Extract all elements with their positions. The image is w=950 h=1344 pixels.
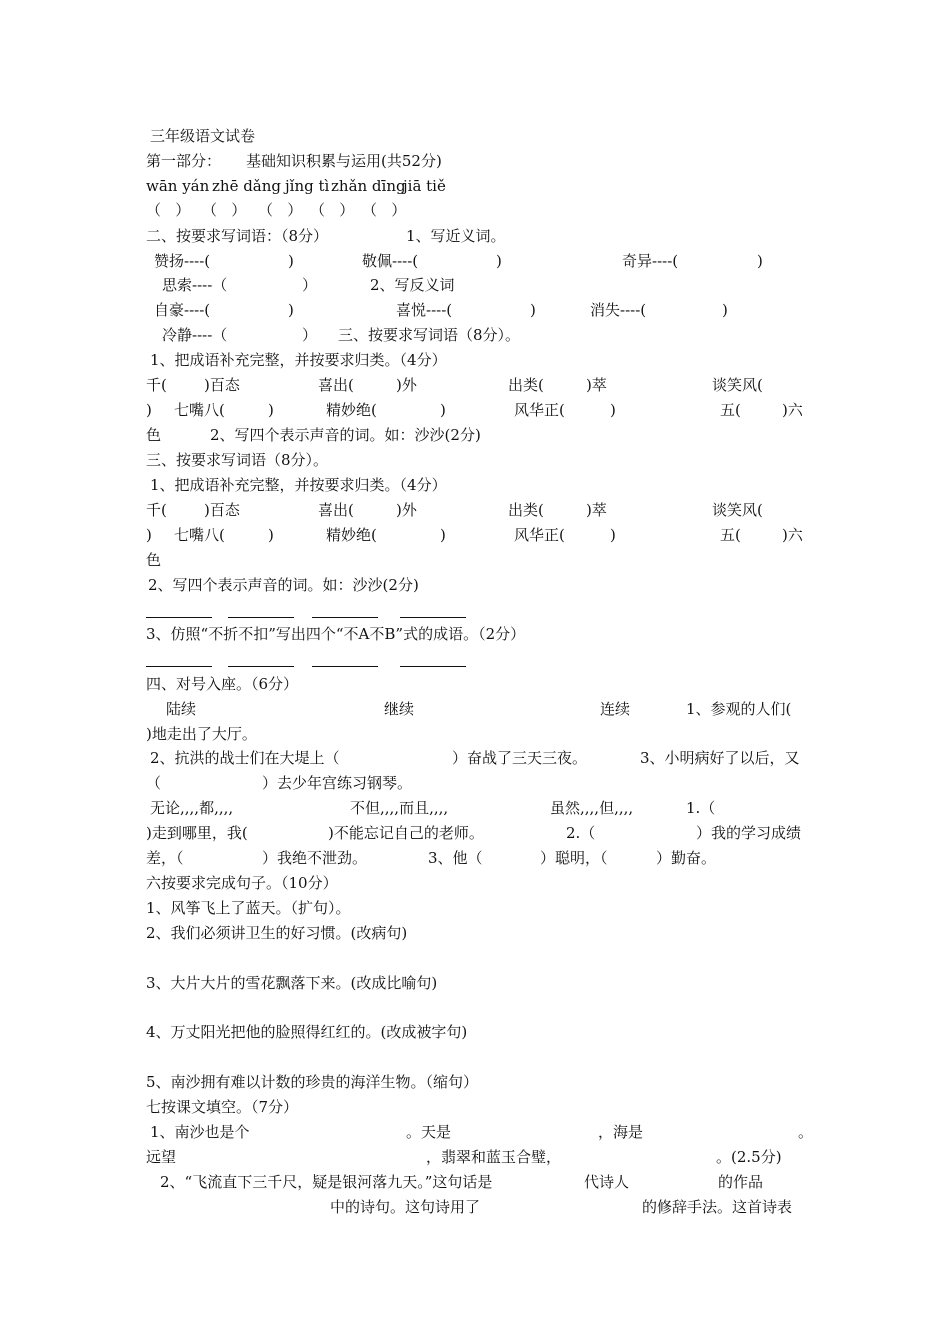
question-text: ）我的学习成绩	[696, 824, 802, 842]
idiom-part: )	[146, 526, 152, 544]
paren-close: )	[496, 252, 502, 270]
part-label: 第一部分：	[146, 152, 222, 170]
word-prompt: 奇异----(	[622, 252, 679, 270]
pinyin-item: wān yán	[146, 177, 210, 195]
word-option: 无论,,,,都,,,,	[150, 799, 234, 817]
idiom-part: 喜出(	[318, 501, 354, 519]
sub-question: 1、写近义词。	[406, 227, 506, 245]
question-text: ，翡翠和蓝玉合璧，	[426, 1148, 562, 1166]
idiom-row	[0, 373, 950, 398]
pinyin-answer-line	[0, 198, 950, 223]
s6-heading-line	[0, 871, 950, 896]
idiom-part: 五(	[720, 401, 741, 419]
s2-heading-line	[0, 224, 950, 249]
idiom-part: )百态	[204, 501, 240, 519]
idiom-part: )	[610, 401, 616, 419]
idiom-part: )萃	[586, 501, 607, 519]
word-option: 连续	[600, 700, 631, 718]
idiom-part: 喜出(	[318, 376, 354, 394]
s7-question-line	[0, 1195, 950, 1220]
question-text: 2.（	[566, 824, 596, 842]
s6-question	[0, 1070, 950, 1095]
instruction-text: 1、把成语补充完整，并按要求归类。（4分）	[150, 351, 447, 369]
idiom-part: 千(	[146, 376, 167, 394]
answer-paren[interactable]: （ ）	[362, 201, 407, 219]
question-text: 1、风筝飞上了蓝天。（扩句）。	[146, 899, 351, 917]
word-option: 虽然,,,,但,,,,	[550, 799, 634, 817]
paren-close: )	[288, 252, 294, 270]
bu-ab-instruction	[0, 622, 950, 647]
word-option: 不但,,,,而且,,,,	[350, 799, 449, 817]
question-text: )不能忘记自己的老师。	[328, 824, 484, 842]
s6-question	[0, 896, 950, 921]
answer-paren[interactable]: （ ）	[310, 201, 355, 219]
answer-blank[interactable]	[228, 647, 294, 667]
idiom-part: 色	[146, 426, 162, 444]
idiom-part: )	[440, 526, 446, 544]
question-text: 差，（	[146, 849, 184, 867]
s4-question-line	[0, 771, 950, 796]
antonym-row	[0, 298, 950, 323]
question-text: 3、小明病好了以后，又	[640, 749, 800, 767]
word-prompt: 自豪----(	[154, 301, 211, 319]
word-prompt: 思索----（	[162, 276, 228, 294]
idiom-part: 色	[146, 551, 162, 569]
question-text: 4、万丈阳光把他的脸照得红红的。(改成被字句)	[146, 1023, 468, 1041]
question-text: （	[146, 774, 162, 792]
idiom-part: 五(	[720, 526, 741, 544]
question-text: 3、大片大片的雪花飘落下来。(改成比喻句)	[146, 974, 438, 992]
paren-close: ）	[302, 326, 318, 344]
sound-instruction	[0, 573, 950, 598]
idiom-instruction	[0, 348, 950, 373]
conjunction-question-line	[0, 821, 950, 846]
idiom-part: 谈笑风(	[712, 501, 763, 519]
antonym-row-2	[0, 323, 950, 348]
question-text: 。(2.5分)	[716, 1148, 782, 1166]
idiom-part: 精妙绝(	[326, 401, 377, 419]
question-text: 远望	[146, 1148, 177, 1166]
s4-word-row	[0, 697, 950, 722]
sub-question: 2、写反义词	[370, 276, 455, 294]
idiom-part: )	[146, 401, 152, 419]
idiom-row-end	[0, 423, 950, 448]
idiom-row-end	[0, 548, 950, 573]
question-text: ）我绝不泄劲。	[262, 849, 368, 867]
idiom-part: )外	[396, 501, 417, 519]
instruction-text: 2、写四个表示声音的词。如：沙沙(2分)	[210, 426, 481, 444]
question-text: 2、“飞流直下三千尺，疑是银河落九天。”这句话是	[160, 1173, 493, 1191]
word-prompt: 敬佩----(	[362, 252, 419, 270]
answer-blank[interactable]	[146, 647, 212, 667]
answer-blank[interactable]	[146, 598, 212, 618]
word-prompt: 喜悦----(	[396, 301, 453, 319]
answer-blank[interactable]	[312, 598, 378, 618]
idiom-part: 出类(	[508, 376, 544, 394]
title-line	[0, 124, 950, 149]
answer-paren[interactable]: （ ）	[258, 201, 303, 219]
question-text: 的修辞手法。这首诗表	[642, 1198, 793, 1216]
idiom-instruction	[0, 473, 950, 498]
question-text: ，海是	[598, 1123, 644, 1141]
section-heading: 三、按要求写词语（8分）。	[338, 326, 521, 344]
idiom-part: )	[268, 526, 274, 544]
answer-blank-row	[0, 598, 950, 623]
s3-heading-line	[0, 448, 950, 473]
s7-question-line	[0, 1170, 950, 1195]
idiom-part: 七嘴八(	[174, 401, 225, 419]
s4-question-line	[0, 746, 950, 771]
section-heading: 三、按要求写词语（8分）。	[146, 451, 329, 469]
question-text: ）奋战了三天三夜。	[452, 749, 588, 767]
answer-blank[interactable]	[312, 647, 378, 667]
synonym-row	[0, 249, 950, 274]
idiom-part: )	[440, 401, 446, 419]
question-text: 的作品	[718, 1173, 764, 1191]
pinyin-line	[0, 174, 950, 199]
idiom-part: )	[610, 526, 616, 544]
question-text: )地走出了大厅。	[146, 725, 257, 743]
part1-line	[0, 149, 950, 174]
paren-close: )	[757, 252, 763, 270]
idiom-part: 谈笑风(	[712, 376, 763, 394]
synonym-row-2	[0, 273, 950, 298]
question-text: )走到哪里，我(	[146, 824, 248, 842]
word-prompt: 赞扬----(	[154, 252, 211, 270]
part-title: 基础知识积累与运用(共52分)	[246, 152, 442, 170]
idiom-part: )六	[782, 401, 803, 419]
pinyin-item: jiā tiě	[403, 177, 446, 195]
section-heading: 七按课文填空。（7分）	[146, 1098, 299, 1116]
s7-heading-line	[0, 1095, 950, 1120]
idiom-part: )	[268, 401, 274, 419]
question-text: ）聪明，（	[540, 849, 608, 867]
instruction-text: 2、写四个表示声音的词。如：沙沙(2分)	[148, 576, 419, 594]
idiom-part: )百态	[204, 376, 240, 394]
idiom-part: )萃	[586, 376, 607, 394]
pinyin-item: jǐng tì	[285, 177, 330, 195]
s6-question	[0, 921, 950, 946]
s6-question	[0, 1020, 950, 1045]
paren-close: ）	[302, 276, 318, 294]
answer-paren[interactable]: （ ）	[202, 201, 247, 219]
conjunction-question-line	[0, 846, 950, 871]
s4-question-line	[0, 722, 950, 747]
conjunction-row	[0, 796, 950, 821]
idiom-part: )外	[396, 376, 417, 394]
word-prompt: 消失----(	[590, 301, 647, 319]
question-text: 。天是	[406, 1123, 452, 1141]
idiom-part: )六	[782, 526, 803, 544]
idiom-part: 千(	[146, 501, 167, 519]
question-text: 代诗人	[584, 1173, 630, 1191]
question-text: 1.（	[686, 799, 716, 817]
question-text: 2、抗洪的战士们在大堤上（	[150, 749, 340, 767]
section-heading: 二、按要求写词语：（8分）	[146, 227, 329, 245]
pinyin-item: zhǎn dīng	[331, 177, 406, 195]
s6-question	[0, 971, 950, 996]
question-text: 。	[798, 1123, 814, 1141]
word-option: 陆续	[166, 700, 197, 718]
question-text: ）去少年宫练习钢琴。	[262, 774, 413, 792]
section-heading: 四、对号入座。（6分）	[146, 675, 299, 693]
paren-close: )	[530, 301, 536, 319]
idiom-part: 风华正(	[514, 401, 565, 419]
question-text: 3、他（	[428, 849, 483, 867]
pinyin-item: zhē dǎng	[212, 177, 282, 195]
question-text: ）勤奋。	[656, 849, 717, 867]
question-text: 5、南沙拥有难以计数的珍贵的海洋生物。（缩句）	[146, 1073, 479, 1091]
word-option: 继续	[384, 700, 415, 718]
section-heading: 六按要求完成句子。（10分）	[146, 874, 338, 892]
idiom-row	[0, 398, 950, 423]
question-text: 2、我们必须讲卫生的好习惯。(改病句)	[146, 924, 408, 942]
idiom-part: 出类(	[508, 501, 544, 519]
idiom-part: 精妙绝(	[326, 526, 377, 544]
s4-heading-line	[0, 672, 950, 697]
answer-paren[interactable]: （ ）	[146, 201, 191, 219]
paren-close: )	[722, 301, 728, 319]
paren-close: )	[288, 301, 294, 319]
answer-blank[interactable]	[228, 598, 294, 618]
s7-question-line	[0, 1145, 950, 1170]
answer-blank-row	[0, 647, 950, 672]
idiom-part: 七嘴八(	[174, 526, 225, 544]
idiom-row	[0, 498, 950, 523]
question-text: 1、南沙也是个	[150, 1123, 250, 1141]
answer-blank[interactable]	[400, 647, 466, 667]
word-prompt: 冷静----（	[162, 326, 228, 344]
s7-question-line	[0, 1120, 950, 1145]
answer-blank[interactable]	[400, 598, 466, 618]
idiom-row	[0, 523, 950, 548]
question-text: 1、参观的人们(	[686, 700, 792, 718]
idiom-part: 风华正(	[514, 526, 565, 544]
instruction-text: 1、把成语补充完整，并按要求归类。（4分）	[150, 476, 447, 494]
question-text: 中的诗句。这句诗用了	[330, 1198, 481, 1216]
instruction-text: 3、仿照“不折不扣”写出四个“不A不B”式的成语。（2分）	[146, 625, 526, 643]
exam-title: 三年级语文试卷	[150, 127, 256, 145]
